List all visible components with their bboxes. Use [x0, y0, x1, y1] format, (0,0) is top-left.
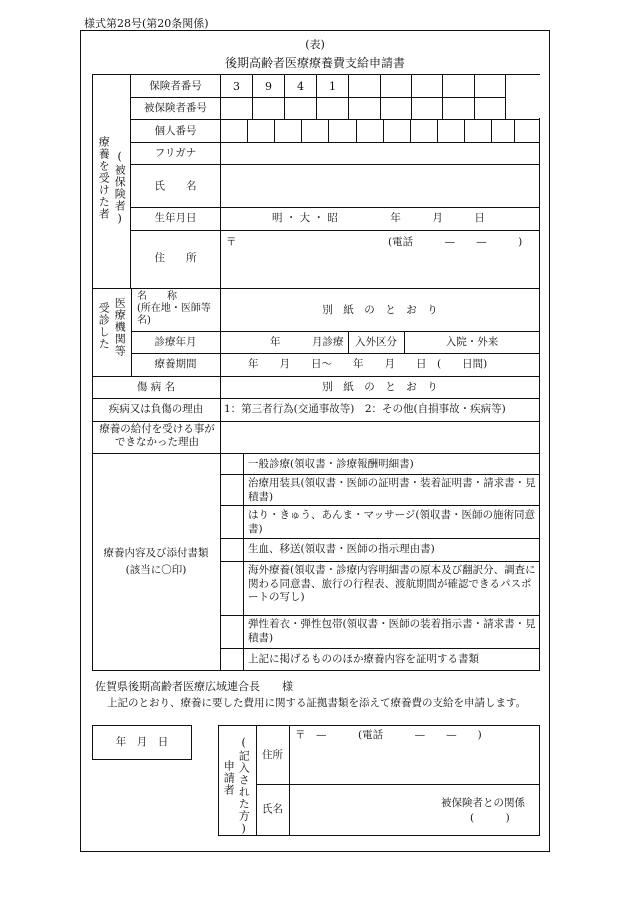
facility-name-label: 名 称 (所在地・医師等名)	[137, 291, 211, 326]
document-item[interactable]: 海外療養(領収書・診療内容明細書の原本及び翻訳分、調査に関わる同意書、旅行の行程表、渡航期間が確認できるパスポートの写し)	[248, 564, 536, 604]
document-item[interactable]: 一般診療(領収書・診療報酬明細書)	[248, 458, 414, 470]
addressee: 佐賀県後期高齢者医療広域連合長 様	[95, 680, 293, 693]
document-item[interactable]: 生血、移送(領収書・医師の指示理由書)	[248, 543, 435, 555]
documents-sub: (該当に〇印)	[125, 564, 187, 576]
applicant-name-label: 氏名	[262, 803, 283, 815]
form-side: (表)	[305, 38, 325, 51]
document-item[interactable]: 治療用装具(領収書・医師の証明書・装着証明書・請求書・見積書)	[248, 477, 536, 503]
injury-value: 別 紙 の と お り	[322, 381, 438, 393]
month-value[interactable]: 年 月診療	[270, 336, 344, 348]
document-item[interactable]: 上記に掲げるもののほか療養内容を証明する書類	[248, 653, 479, 665]
relation-label: 被保険者との関係	[441, 797, 525, 809]
form-title: 後期高齢者医療療養費支給申請書	[224, 56, 405, 70]
declaration-text: 上記のとおり、療養に要した費用に関する証拠書類を添えて療養費の支給を申請します。	[107, 697, 527, 709]
date-text[interactable]: 年 月 日	[115, 736, 169, 748]
postal-mark: 〒	[226, 236, 237, 248]
address-label: 住 所	[154, 252, 197, 264]
applicant-address-label: 住所	[262, 749, 283, 761]
recipient-section-label: 療養を受けた者	[97, 136, 111, 220]
inout-label: 入外区分	[355, 336, 397, 348]
phone-text[interactable]: (電話 — — )	[388, 236, 523, 248]
insurer-digit[interactable]: 1	[329, 80, 336, 93]
reason-label: 疾病又は負傷の理由	[108, 403, 204, 415]
furigana-label: フリガナ	[154, 147, 197, 159]
period-value[interactable]: 年 月 日〜 年 月 日 ( 日間)	[248, 358, 488, 370]
insurer-no-label: 保険者番号	[149, 80, 202, 92]
document-item[interactable]: 弾性着衣・弾性包帯(領収書・医師の装着指示書・請求書・見積書)	[248, 618, 536, 644]
documents-label: 療養内容及び添付書類	[103, 547, 209, 559]
insurer-digit[interactable]: 9	[265, 80, 272, 93]
applicant-address-value[interactable]: 〒 — (電話 — — )	[295, 729, 482, 741]
insurer-digit[interactable]: 3	[233, 80, 240, 93]
birth-value[interactable]: 明 ・ 大 ・ 昭 年 月 日	[272, 212, 485, 224]
form-number: 様式第28号(第20条関係)	[84, 17, 209, 30]
birth-label: 生年月日	[154, 212, 197, 224]
reason-value[interactable]: 1：第三者行為(交通事故等) 2：その他(自損事故・疾病等)	[224, 403, 506, 415]
name-label: 氏 名	[154, 180, 197, 192]
facility-section-label: 受診した	[97, 302, 111, 350]
injury-label: 傷 病 名	[136, 381, 176, 393]
facility-section-label2: 医療機関等	[113, 297, 127, 357]
month-label: 診療年月	[154, 336, 197, 348]
recipient-section-sub: (被保険者)	[113, 150, 127, 226]
relation-paren[interactable]: ( )	[470, 812, 510, 824]
applicant-sub: (記入された方)	[237, 736, 251, 836]
insured-no-label: 被保険者番号	[144, 102, 207, 114]
inout-value[interactable]: 入院・外来	[445, 336, 499, 348]
personal-no-label: 個人番号	[154, 125, 197, 137]
period-label: 療養期間	[154, 358, 197, 370]
facility-name-value: 別 紙 の と お り	[322, 304, 438, 316]
unable-label: 療養の給付を受ける事ができなかった理由	[99, 423, 215, 449]
document-item[interactable]: はり・きゅう、あんま・マッサージ(領収書・医師の施術同意書)	[248, 509, 535, 535]
applicant-label: 申請者	[222, 760, 236, 796]
insurer-digit[interactable]: 4	[297, 80, 304, 93]
